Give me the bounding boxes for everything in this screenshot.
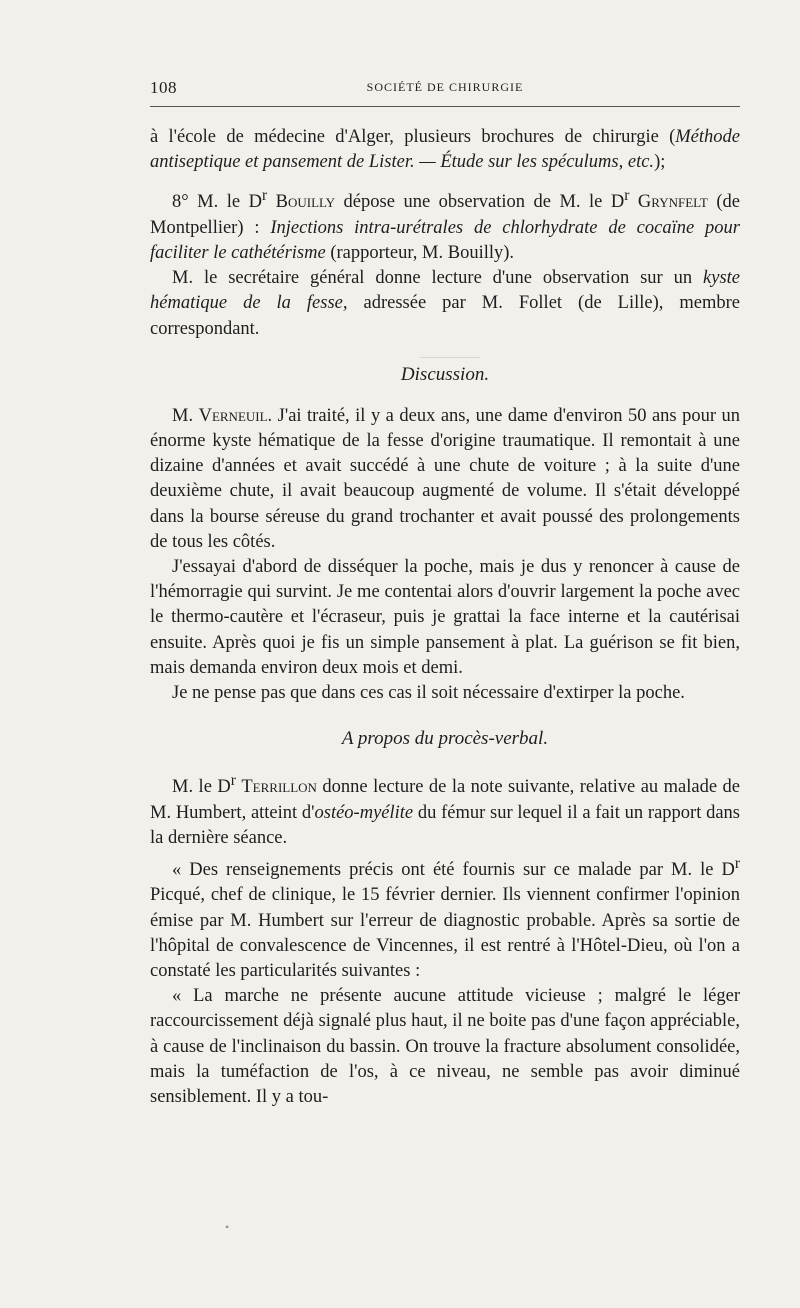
header-rule — [150, 106, 740, 107]
paragraph-terrillon: M. le $D^r$ Terrillon donne lecture de la note suivante, relative au malade de M. Humbert, atteint d'ostéo-myélite du fémur sur lequel il a fait un rapport dans la dernière séance. — [150, 772, 740, 848]
margin-dot: • — [225, 1220, 230, 1234]
paragraph-verneuil-3: Je ne pense pas que dans ces cas il soit nécessaire d'extirper la poche. — [172, 683, 685, 704]
paragraph-bouilly: 8° M. le $D^r$ Bouilly dépose une observation de M. le $D^r$ Grynfelt (de Montpellier) : Injections intra-urétrales de chlorhydrate de cocaïne pour faciliter le cathétérisme (rapporteur, M. Bouilly). — [150, 187, 741, 263]
document-page — [150, 70, 740, 1110]
name-grynfelt: Grynfelt — [637, 192, 708, 213]
paragraph-verneuil-1: M. Verneuil. J'ai traité, il y a deux ans, une dame d'environ 50 ans pour un énorme kyste hématique de la fesse d'origine traumatique. Il remontait à une dizaine d'années et avait succédé à une chute de voiture ; à la suite d'une deuxième chute, il avait beaucoup augmenté de volume. Il s'était développé dans la bourse séreuse du grand trochanter et avait poussé des prolongements de tous les côtés. — [150, 405, 741, 552]
paragraph-renseignements: « Des renseignements précis ont été fournis sur ce malade par M. le $D^r$ Picqué, chef de clinique, le 15 février dernier. Ils viennent confirmer l'opinion émise par M. Humbert sur l'erreur de diagnostic probable. Après sa sortie de l'hôpital de convalescence de Vincennes, il est rentré à l'Hôtel-Dieu, où l'on a constaté les particularités suivantes : — [150, 854, 740, 981]
page-number: 108 — [150, 78, 177, 97]
name-terrillon: Terrillon — [241, 777, 317, 798]
section-title-discussion: Discussion. — [400, 363, 490, 385]
header-title: SOCIÉTÉ DE CHIRURGIE — [366, 80, 524, 94]
running-head — [150, 70, 740, 100]
paragraph-marche: « La marche ne présente aucune attitude vicieuse ; malgré le léger raccourcissement déjà signalé plus haut, il ne boite pas d'une façon appréciable, à cause de l'inclinaison du bassin. On trouve la fracture absolument consolidée, mais la tuméfaction de l'os, à ce niveau, ne semble pas avoir diminué sensiblement. Il y a tou- — [150, 986, 740, 1107]
section-title-proces-verbal: A propos du procès-verbal. — [341, 728, 549, 750]
paragraph-brochures: à l'école de médecine d'Alger, plusieurs brochures de chirurgie (Méthode antiseptique et pansement de Lister. — Étude sur les spéculums, etc.); — [150, 127, 740, 173]
name-bouilly: Bouilly — [275, 192, 336, 213]
name-verneuil: Verneuil. — [198, 405, 273, 426]
paragraph-follet: M. le secrétaire général donne lecture d'une observation sur un kyste hématique de la fesse, adressée par M. Follet (de Lille), membre correspondant. — [150, 268, 740, 339]
paragraph-verneuil-2: J'essayai d'abord de disséquer la poche, mais je dus y renoncer à cause de l'hémorragie qui survint. Je me contentai alors d'ouvrir largement la poche avec le thermo-cautère et l'écraseur, puis je grattai la face interne et la cautérisai ensuite. Après quoi je fis un simple pansement à plat. La guérison se fit bien, mais demanda environ deux mois et demi. — [150, 557, 740, 678]
